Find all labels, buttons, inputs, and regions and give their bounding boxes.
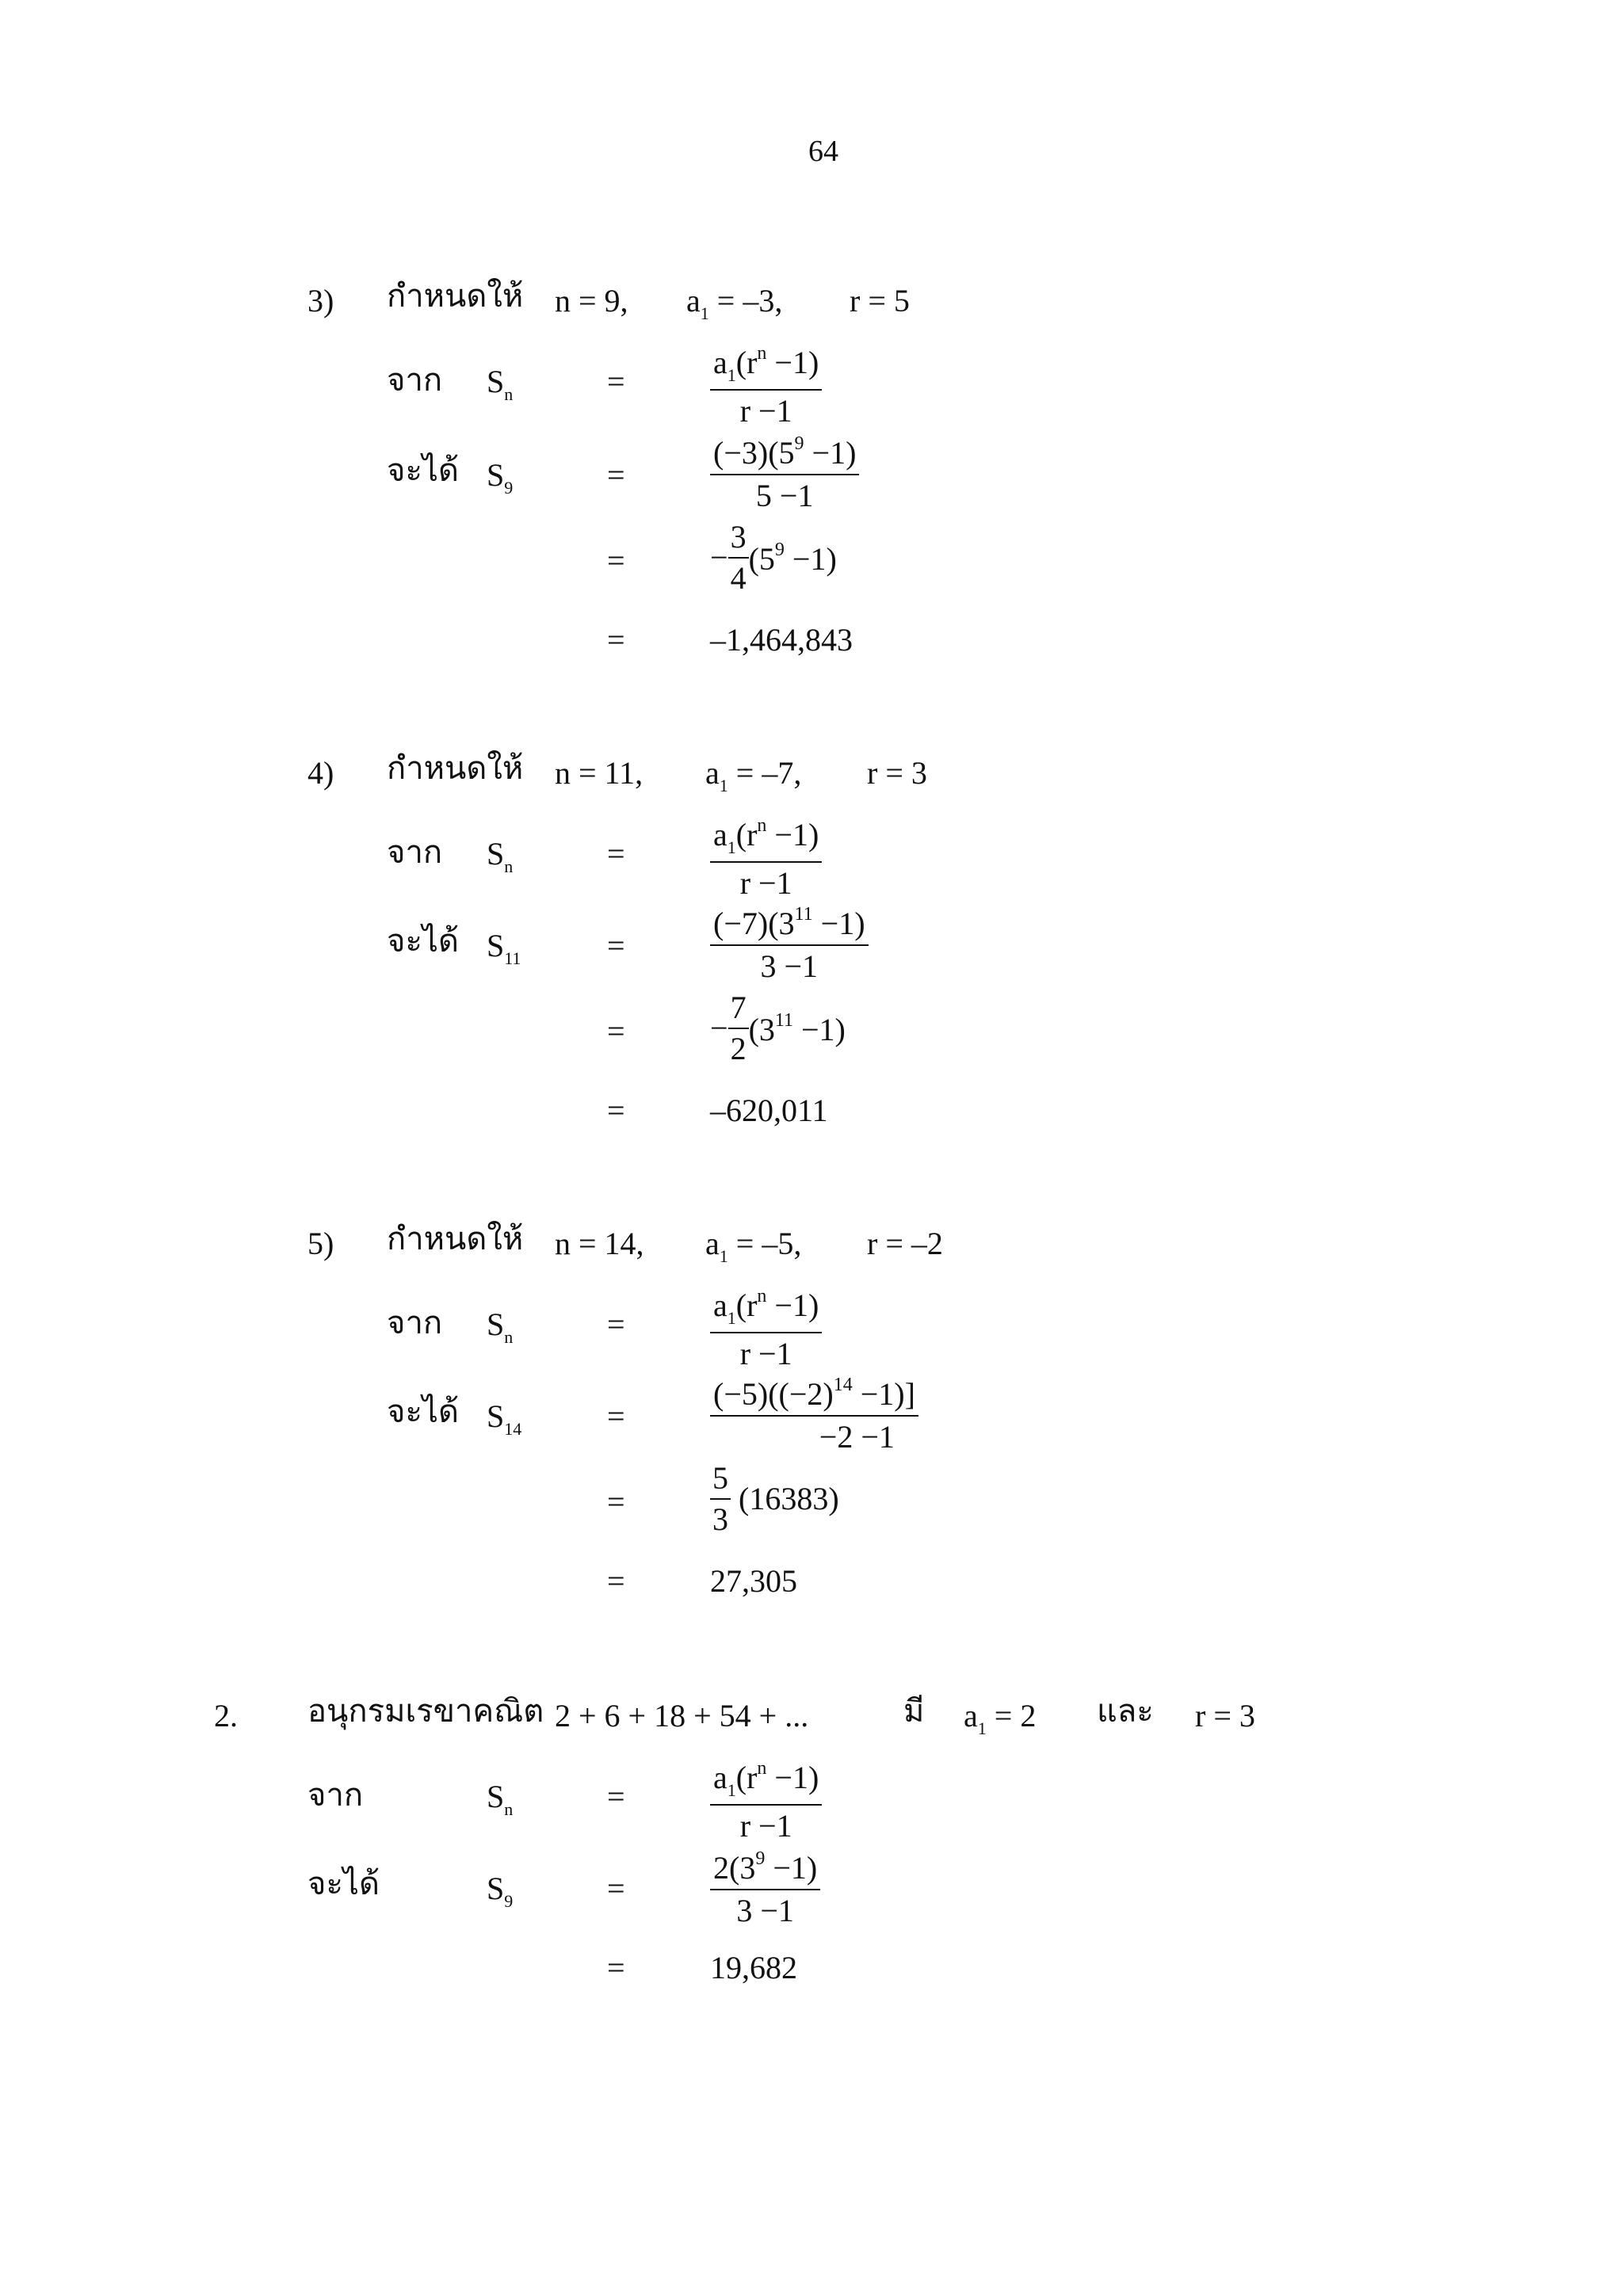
equals-sign: = bbox=[607, 836, 625, 871]
equals-sign: = bbox=[607, 622, 625, 658]
given-r: r = 5 bbox=[850, 283, 910, 318]
given-a1: $a_1 = 2$ bbox=[964, 1698, 1037, 1738]
given-n: n = 9, bbox=[555, 283, 628, 318]
equals-sign: = bbox=[607, 1779, 625, 1814]
section-label: 5) bbox=[307, 1226, 334, 1261]
substitution-fraction: $\frac{(-3)(5^9 -1)}{5 -1}$ bbox=[710, 434, 859, 512]
equals-sign: = bbox=[607, 1563, 625, 1599]
sum-result-symbol: $S_9$ bbox=[487, 457, 514, 498]
from-word: จาก bbox=[307, 1777, 364, 1813]
section-label: 4) bbox=[307, 755, 334, 791]
given-a1: $a_1 = -3$, bbox=[686, 283, 783, 323]
sum-symbol: $S_n$ bbox=[487, 1306, 514, 1347]
sum-symbol: $S_n$ bbox=[487, 1779, 514, 1819]
sum-symbol: $S_n$ bbox=[487, 364, 514, 404]
equals-sign: = bbox=[607, 543, 625, 578]
equals-sign: = bbox=[607, 1093, 625, 1128]
given-a1: $a_1 = -5$, bbox=[705, 1226, 802, 1266]
final-result: 19,682 bbox=[710, 1950, 797, 1985]
sum-symbol: $S_n$ bbox=[487, 836, 514, 876]
section-label: 3) bbox=[307, 283, 334, 318]
given-a1: $a_1 = -7$, bbox=[705, 755, 802, 795]
sum-result-symbol: $S_{11}$ bbox=[487, 928, 521, 968]
given-n: n = 11, bbox=[555, 755, 643, 791]
final-result: –1,464,843 bbox=[710, 622, 853, 658]
page-number: 64 bbox=[808, 135, 838, 168]
sum-result-symbol: $S_{14}$ bbox=[487, 1398, 522, 1439]
equals-sign: = bbox=[607, 364, 625, 399]
sum-formula-fraction: $\frac{a_1(r^n -1)}{r -1}$ bbox=[710, 1287, 822, 1370]
simplified-expression: $\frac{5}{3}$ (16383) bbox=[710, 1463, 839, 1535]
given-r: r = –2 bbox=[867, 1226, 943, 1261]
given-word: กำหนดให้ bbox=[387, 278, 524, 314]
we-get-word: จะได้ bbox=[307, 1866, 380, 1901]
substitution-fraction: $\frac{2(3^9 -1)}{3 -1}$ bbox=[710, 1849, 820, 1927]
and-word: และ bbox=[1097, 1693, 1154, 1729]
substitution-fraction: $\frac{(-7)(3^{11} -1)}{3 -1}$ bbox=[710, 905, 869, 982]
problem-label: 2. bbox=[214, 1698, 238, 1733]
final-result: 27,305 bbox=[710, 1563, 797, 1599]
equals-sign: = bbox=[607, 1871, 625, 1906]
given-n: n = 14, bbox=[555, 1226, 644, 1261]
final-result: –620,011 bbox=[710, 1093, 828, 1128]
equals-sign: = bbox=[607, 1013, 625, 1049]
sum-result-symbol: $S_9$ bbox=[487, 1871, 514, 1911]
equals-sign: = bbox=[607, 928, 625, 963]
simplified-expression: − $\frac{3}{4}$ $(5^9 -1)$ bbox=[710, 519, 837, 596]
equals-sign: = bbox=[607, 1398, 625, 1434]
from-word: จาก bbox=[387, 1305, 443, 1341]
equals-sign: = bbox=[607, 1484, 625, 1520]
sum-formula-fraction: $\frac{a_1(r^n -1)}{r -1}$ bbox=[710, 1759, 822, 1842]
series-word: อนุกรมเรขาคณิต bbox=[307, 1693, 544, 1729]
equals-sign: = bbox=[607, 1306, 625, 1342]
given-word: กำหนดให้ bbox=[387, 750, 524, 786]
equals-sign: = bbox=[607, 457, 625, 493]
equals-sign: = bbox=[607, 1950, 625, 1985]
given-r: r = 3 bbox=[867, 755, 927, 791]
sum-formula-fraction: $\frac{a_1(r^n -1)}{r -1}$ bbox=[710, 344, 822, 427]
series-expression: 2 + 6 + 18 + 54 + ... bbox=[555, 1698, 809, 1733]
given-r: r = 3 bbox=[1195, 1698, 1255, 1733]
given-word: กำหนดให้ bbox=[387, 1221, 524, 1257]
simplified-expression: − $\frac{7}{2}$ $(3^{11} -1)$ bbox=[710, 990, 846, 1066]
from-word: จาก bbox=[387, 834, 443, 870]
we-get-word: จะได้ bbox=[387, 923, 460, 959]
we-get-word: จะได้ bbox=[387, 1394, 460, 1429]
substitution-fraction: $\frac{(-5)((-2)^{14} -1)]}{-2 -1}$ bbox=[710, 1375, 918, 1453]
has-word: มี bbox=[903, 1693, 925, 1729]
from-word: จาก bbox=[387, 362, 443, 398]
we-get-word: จะได้ bbox=[387, 452, 460, 488]
sum-formula-fraction: $\frac{a_1(r^n -1)}{r -1}$ bbox=[710, 816, 822, 899]
